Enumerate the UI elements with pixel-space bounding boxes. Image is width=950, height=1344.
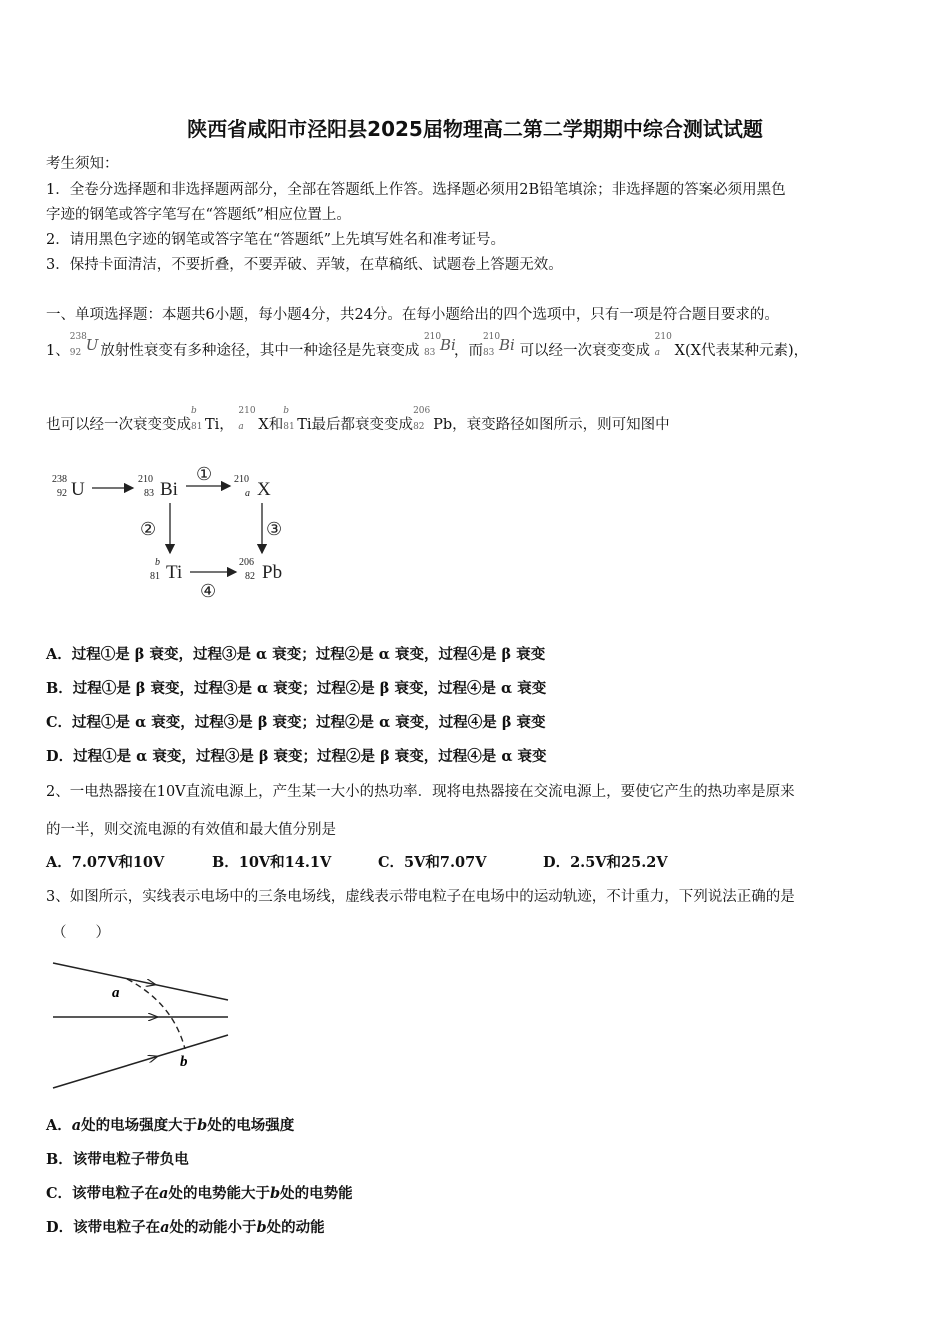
q1-line2: 也可以经一次衰变变成 b 81 Ti， 210 a X和 b 81 Ti最后都衰变变成 206 82 Pb，衰变路径如图所示，则可知图中: [46, 412, 670, 438]
diag-step-1: ①: [196, 464, 213, 484]
q1-option-b[interactable]: B．过程①是 β 衰变，过程③是 α 衰变；过程②是 β 衰变，过程④是 α 衰变: [46, 680, 547, 697]
point-a-label: a: [112, 985, 120, 1001]
diag-u-mass: 238: [52, 474, 67, 485]
diag-ti-mass: b: [155, 557, 160, 568]
q2-option-a[interactable]: A．7.07V和10V: [46, 854, 165, 871]
notice-2: 2．请用黑色字迹的钢笔或答字笔在“答题纸”上先填写姓名和准考证号。: [46, 232, 506, 248]
q2-option-d[interactable]: D．2.5V和25.2V: [543, 854, 668, 871]
point-b-label: b: [180, 1054, 188, 1070]
field-diagram: [45, 955, 235, 1095]
diag-ti-charge: 81: [150, 571, 160, 582]
nuclide-x-2: 210 a: [238, 406, 256, 432]
diag-x-mass: 210: [234, 474, 249, 485]
q3-paren: （ ）: [52, 925, 110, 941]
diag-bi-mass: 210: [138, 474, 153, 485]
nuclide-x: 210 a: [654, 332, 672, 358]
nuclide-bi-2: 210 83 Bi: [482, 332, 515, 358]
section-heading: 一、单项选择题：本题共6小题，每小题4分，共24分。在每小题给出的四个选项中，只有一项是符合题目要求的。: [46, 307, 779, 323]
diag-x-charge: a: [245, 488, 250, 499]
q1-line1: 1、 238 92 U 放射性衰变有多种途径，其中一种途径是先衰变成 210 83 Bi ，而 210 83 Bi 可以经一次衰变变成 210 a X(X代表某种元素)，: [46, 338, 808, 364]
q1-option-a[interactable]: A．过程①是 β 衰变，过程③是 α 衰变；过程②是 α 衰变，过程④是 β 衰变: [46, 646, 546, 663]
field-line-top: [53, 963, 228, 1000]
diag-x: X: [257, 479, 271, 500]
diag-step-3: ③: [266, 519, 283, 539]
notice-1-cont: 字迹的钢笔或答字笔写在“答题纸”相应位置上。: [46, 207, 351, 223]
notice-3: 3．保持卡面清洁，不要折叠，不要弄破、弄皱，在草稿纸、试题卷上答题无效。: [46, 257, 563, 273]
q3-option-b[interactable]: B．该带电粒子带负电: [46, 1151, 189, 1168]
q1-number: 1、: [46, 343, 70, 359]
diag-pb: Pb: [262, 562, 283, 583]
page-title: 陕西省咸阳市泾阳县2025届物理高二第二学期期中综合测试试题: [187, 117, 763, 141]
q1-option-d[interactable]: D．过程①是 α 衰变，过程③是 β 衰变；过程②是 β 衰变，过程④是 α 衰变: [46, 748, 547, 765]
nuclide-ti-2: b 81: [283, 406, 295, 432]
diag-pb-mass: 206: [239, 557, 254, 568]
diag-bi-charge: 83: [144, 488, 154, 499]
decay-diagram: [40, 455, 310, 605]
field-line-bottom: [53, 1035, 228, 1088]
q1-option-c[interactable]: C．过程①是 α 衰变，过程③是 β 衰变；过程②是 α 衰变，过程④是 β 衰变: [46, 714, 546, 731]
q2-option-c[interactable]: C．5V和7.07V: [378, 854, 487, 871]
diag-bi: Bi: [160, 479, 178, 500]
q3-line1: 3、如图所示，实线表示电场中的三条电场线，虚线表示带电粒子在电场中的运动轨迹，不计重力，下列说法正确的是: [46, 889, 795, 905]
diag-step-2: ②: [140, 519, 157, 539]
q2-line2: 的一半，则交流电源的有效值和最大值分别是: [46, 822, 336, 838]
q2-option-b[interactable]: B．10V和14.1V: [212, 854, 332, 871]
notice-1: 1．全卷分选择题和非选择题两部分，全部在答题纸上作答。选择题必须用2B铅笔填涂；非选择题的答案必须用黑色: [46, 182, 786, 198]
diag-pb-charge: 82: [245, 571, 255, 582]
q3-option-d[interactable]: D．该带电粒子在a处的动能小于b处的动能: [46, 1219, 325, 1236]
diag-step-4: ④: [200, 581, 217, 601]
nuclide-pb: 206 82: [413, 406, 431, 432]
nuclide-ti: b 81: [191, 406, 203, 432]
diag-u-charge: 92: [57, 488, 67, 499]
nuclide-u: 238 92 U: [69, 332, 99, 358]
nuclide-bi: 210 83 Bi: [423, 332, 456, 358]
q3-option-c[interactable]: C．该带电粒子在a处的电势能大于b处的电势能: [46, 1185, 353, 1202]
diag-ti: Ti: [166, 562, 183, 583]
notice-heading: 考生须知：: [46, 156, 119, 172]
diag-u: U: [71, 479, 85, 500]
q2-line1: 2、一电热器接在10V直流电源上，产生某一大小的热功率．现将电热器接在交流电源上，要使它产生的热功率是原来: [46, 784, 795, 800]
q3-option-a[interactable]: A．a处的电场强度大于b处的电场强度: [46, 1117, 295, 1134]
